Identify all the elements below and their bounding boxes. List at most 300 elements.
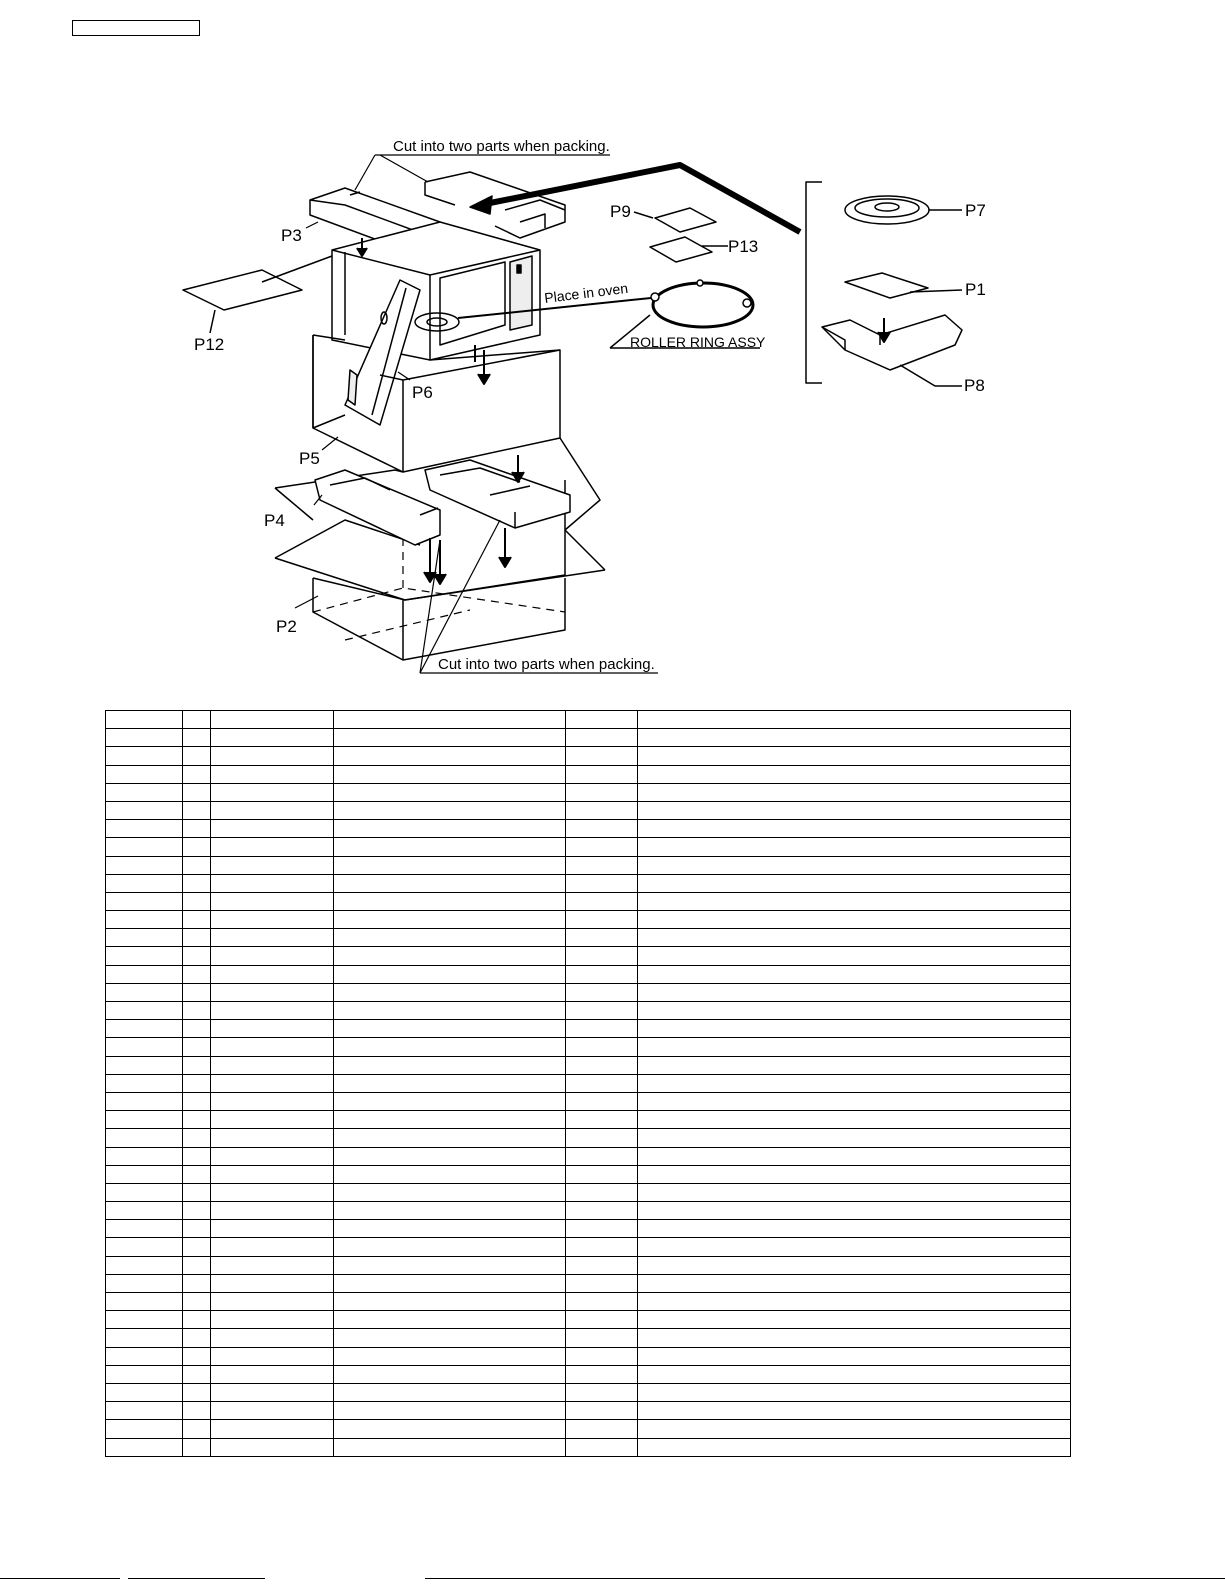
table-cell [334, 1020, 566, 1038]
table-cell [334, 747, 566, 765]
table-row [106, 1038, 1071, 1056]
table-row [106, 929, 1071, 947]
table-cell [334, 1165, 566, 1183]
table-cell [566, 1220, 638, 1238]
table-cell [566, 965, 638, 983]
table-row [106, 983, 1071, 1001]
table-cell [106, 1238, 183, 1256]
table-cell [638, 820, 1071, 838]
table-cell [211, 1438, 334, 1456]
table-cell [334, 1129, 566, 1147]
table-cell [566, 947, 638, 965]
table-cell [183, 947, 211, 965]
table-cell [566, 1129, 638, 1147]
table-cell [638, 765, 1071, 783]
table-cell [638, 965, 1071, 983]
table-row [106, 1002, 1071, 1020]
table-row [106, 1220, 1071, 1238]
sheet-p12 [183, 270, 302, 310]
label-roller-ring: ROLLER RING ASSY [630, 334, 766, 350]
table-row [106, 838, 1071, 856]
table-cell [638, 729, 1071, 747]
table-cell [334, 1365, 566, 1383]
table-cell [334, 1002, 566, 1020]
table-cell [183, 929, 211, 947]
table-cell [211, 1129, 334, 1147]
label-p7: P7 [965, 201, 986, 220]
table-cell [183, 1402, 211, 1420]
table-cell [638, 1092, 1071, 1110]
label-cut-top: Cut into two parts when packing. [393, 138, 610, 155]
table-row [106, 1274, 1071, 1292]
table-cell [211, 1238, 334, 1256]
table-cell [566, 892, 638, 910]
sheet-p13 [650, 237, 712, 262]
table-cell [566, 1311, 638, 1329]
table-cell [334, 929, 566, 947]
label-p8: P8 [964, 376, 985, 395]
table-row [106, 1402, 1071, 1420]
table-cell [638, 1183, 1071, 1201]
table-row [106, 1420, 1071, 1438]
table-cell [183, 747, 211, 765]
table-cell [211, 729, 334, 747]
table-cell [334, 1438, 566, 1456]
table-row [106, 892, 1071, 910]
table-cell [211, 1329, 334, 1347]
table-cell [566, 929, 638, 947]
table-cell [334, 1293, 566, 1311]
table-cell [183, 1020, 211, 1038]
label-p4: P4 [264, 511, 285, 530]
table-cell [566, 1383, 638, 1401]
table-row [106, 1238, 1071, 1256]
table-cell [638, 1438, 1071, 1456]
table-cell [106, 1092, 183, 1110]
label-cut-bottom: Cut into two parts when packing. [438, 656, 655, 673]
oven-body [332, 222, 540, 360]
table-cell [183, 838, 211, 856]
table-cell [566, 1347, 638, 1365]
table-cell [183, 1111, 211, 1129]
bottom-cushions-p4 [315, 460, 570, 545]
table-cell [334, 820, 566, 838]
table-cell [183, 1165, 211, 1183]
table-cell [211, 1020, 334, 1038]
table-cell [106, 1311, 183, 1329]
table-cell [334, 711, 566, 729]
table-cell [106, 1165, 183, 1183]
table-cell [211, 947, 334, 965]
table-cell [566, 1111, 638, 1129]
table-cell [566, 911, 638, 929]
table-cell [211, 1092, 334, 1110]
table-cell [211, 1347, 334, 1365]
tray-p8 [822, 315, 962, 386]
table-cell [566, 1038, 638, 1056]
table-cell [183, 729, 211, 747]
label-p13: P13 [728, 237, 759, 256]
table-cell [183, 1311, 211, 1329]
table-cell [566, 1056, 638, 1074]
table-cell [106, 1038, 183, 1056]
table-row [106, 1311, 1071, 1329]
table-row [106, 1256, 1071, 1274]
table-cell [638, 1002, 1071, 1020]
table-cell [638, 1311, 1071, 1329]
table-cell [211, 1002, 334, 1020]
table-cell [638, 892, 1071, 910]
table-cell [566, 1147, 638, 1165]
table-cell [638, 929, 1071, 947]
table-cell [106, 1056, 183, 1074]
label-p6: P6 [412, 383, 433, 402]
table-cell [638, 711, 1071, 729]
table-cell [566, 783, 638, 801]
table-cell [211, 1383, 334, 1401]
table-cell [334, 983, 566, 1001]
table-cell [106, 1329, 183, 1347]
table-cell [638, 1293, 1071, 1311]
table-cell [183, 783, 211, 801]
label-p9: P9 [610, 202, 631, 221]
table-cell [211, 1074, 334, 1092]
table-cell [106, 1420, 183, 1438]
table-cell [106, 820, 183, 838]
table-cell [334, 1311, 566, 1329]
table-cell [106, 838, 183, 856]
table-cell [638, 874, 1071, 892]
table-cell [211, 983, 334, 1001]
table-cell [211, 711, 334, 729]
table-cell [566, 765, 638, 783]
table-cell [638, 747, 1071, 765]
table-cell [211, 1293, 334, 1311]
table-cell [211, 892, 334, 910]
table-cell [106, 1274, 183, 1292]
table-cell [566, 1092, 638, 1110]
table-cell [334, 1420, 566, 1438]
table-cell [334, 838, 566, 856]
table-row [106, 1347, 1071, 1365]
table-cell [183, 1002, 211, 1020]
table-cell [211, 783, 334, 801]
table-cell [638, 783, 1071, 801]
table-row [106, 1293, 1071, 1311]
table-cell [106, 1383, 183, 1401]
table-cell [334, 1147, 566, 1165]
table-cell [566, 838, 638, 856]
table-cell [211, 911, 334, 929]
table-cell [566, 1365, 638, 1383]
table-cell [211, 1420, 334, 1438]
table-row [106, 801, 1071, 819]
table-cell [211, 801, 334, 819]
table-cell [566, 1256, 638, 1274]
table-cell [183, 892, 211, 910]
table-cell [334, 765, 566, 783]
table-row [106, 711, 1071, 729]
table-cell [183, 1038, 211, 1056]
table-cell [566, 1074, 638, 1092]
table-row [106, 765, 1071, 783]
table-cell [183, 1147, 211, 1165]
table-cell [334, 1383, 566, 1401]
table-cell [106, 1183, 183, 1201]
table-cell [211, 1220, 334, 1238]
table-row [106, 783, 1071, 801]
table-cell [334, 874, 566, 892]
table-cell [211, 1038, 334, 1056]
table-cell [211, 1311, 334, 1329]
table-cell [183, 983, 211, 1001]
table-cell [334, 1238, 566, 1256]
table-cell [211, 1256, 334, 1274]
table-cell [334, 1183, 566, 1201]
table-cell [211, 1274, 334, 1292]
table-cell [183, 874, 211, 892]
table-row [106, 1074, 1071, 1092]
table-cell [638, 1365, 1071, 1383]
table-cell [638, 1329, 1071, 1347]
table-cell [334, 911, 566, 929]
table-row [106, 820, 1071, 838]
packing-exploded-diagram [0, 0, 1225, 700]
table-row [106, 729, 1071, 747]
table-cell [638, 947, 1071, 965]
table-cell [211, 1365, 334, 1383]
table-cell [183, 1329, 211, 1347]
table-cell [638, 838, 1071, 856]
table-row [106, 1165, 1071, 1183]
table-cell [638, 1238, 1071, 1256]
table-cell [183, 1438, 211, 1456]
table-cell [334, 1038, 566, 1056]
table-row [106, 1202, 1071, 1220]
table-cell [106, 765, 183, 783]
table-cell [566, 1002, 638, 1020]
table-cell [334, 856, 566, 874]
table-cell [638, 1202, 1071, 1220]
table-cell [566, 747, 638, 765]
table-cell [183, 1220, 211, 1238]
table-cell [211, 1147, 334, 1165]
table-cell [183, 1129, 211, 1147]
table-row [106, 947, 1071, 965]
table-row [106, 1183, 1071, 1201]
table-cell [638, 1020, 1071, 1038]
table-cell [638, 1420, 1071, 1438]
table-cell [183, 1238, 211, 1256]
table-cell [334, 783, 566, 801]
table-cell [566, 856, 638, 874]
table-cell [566, 1165, 638, 1183]
table-cell [638, 1256, 1071, 1274]
table-cell [566, 1183, 638, 1201]
table-cell [334, 1347, 566, 1365]
sheet-p1 [845, 273, 928, 298]
label-p3: P3 [281, 226, 302, 245]
table-cell [183, 1056, 211, 1074]
table-cell [106, 983, 183, 1001]
table-cell [183, 965, 211, 983]
table-row [106, 1329, 1071, 1347]
table-cell [183, 801, 211, 819]
table-cell [211, 874, 334, 892]
table-cell [638, 1038, 1071, 1056]
label-p1: P1 [965, 280, 986, 299]
footer-rule-right [425, 1578, 1225, 1579]
table-cell [334, 1402, 566, 1420]
table-cell [106, 911, 183, 929]
table-cell [334, 729, 566, 747]
table-cell [566, 1402, 638, 1420]
table-row [106, 1438, 1071, 1456]
table-cell [638, 1147, 1071, 1165]
table-cell [566, 1274, 638, 1292]
table-cell [211, 820, 334, 838]
table-row [106, 874, 1071, 892]
table-cell [183, 1383, 211, 1401]
table-cell [566, 1329, 638, 1347]
table-cell [211, 965, 334, 983]
table-cell [566, 1420, 638, 1438]
table-cell [106, 747, 183, 765]
table-cell [106, 1438, 183, 1456]
table-cell [106, 1002, 183, 1020]
table-cell [106, 1293, 183, 1311]
table-cell [106, 1220, 183, 1238]
table-row [106, 1111, 1071, 1129]
table-cell [638, 1129, 1071, 1147]
table-cell [106, 1202, 183, 1220]
table-cell [183, 1420, 211, 1438]
table-row [106, 1129, 1071, 1147]
table-cell [211, 1183, 334, 1201]
table-cell [106, 874, 183, 892]
table-cell [334, 1220, 566, 1238]
table-cell [334, 1274, 566, 1292]
table-cell [638, 1165, 1071, 1183]
label-p5: P5 [299, 449, 320, 468]
table-cell [334, 965, 566, 983]
table-cell [211, 765, 334, 783]
table-row [106, 1056, 1071, 1074]
table-cell [183, 1347, 211, 1365]
sheet-p9 [655, 208, 716, 232]
table-cell [106, 947, 183, 965]
table-cell [106, 711, 183, 729]
table-cell [106, 1020, 183, 1038]
table-cell [183, 1365, 211, 1383]
table-cell [106, 1256, 183, 1274]
table-cell [106, 783, 183, 801]
table-cell [211, 1402, 334, 1420]
table-row [106, 965, 1071, 983]
table-cell [106, 1365, 183, 1383]
table-cell [106, 965, 183, 983]
footer-rule-mid [128, 1578, 265, 1579]
table-cell [566, 874, 638, 892]
table-cell [638, 1056, 1071, 1074]
table-row [106, 1020, 1071, 1038]
table-cell [638, 1383, 1071, 1401]
table-cell [638, 911, 1071, 929]
table-cell [106, 892, 183, 910]
table-cell [566, 1438, 638, 1456]
table-cell [334, 892, 566, 910]
table-cell [106, 801, 183, 819]
table-cell [211, 1202, 334, 1220]
table-row [106, 1365, 1071, 1383]
table-cell [106, 1111, 183, 1129]
table-cell [106, 856, 183, 874]
table-cell [334, 1202, 566, 1220]
label-p2: P2 [276, 617, 297, 636]
table-row [106, 1147, 1071, 1165]
table-cell [638, 983, 1071, 1001]
table-cell [566, 983, 638, 1001]
table-cell [638, 1111, 1071, 1129]
table-cell [566, 1293, 638, 1311]
table-cell [106, 1402, 183, 1420]
table-cell [566, 1020, 638, 1038]
table-cell [638, 801, 1071, 819]
table-cell [566, 1202, 638, 1220]
table-row [106, 1383, 1071, 1401]
table-cell [183, 1274, 211, 1292]
table-cell [566, 711, 638, 729]
table-cell [183, 765, 211, 783]
table-row [106, 911, 1071, 929]
table-cell [211, 929, 334, 947]
table-cell [566, 729, 638, 747]
table-cell [334, 1092, 566, 1110]
table-cell [183, 711, 211, 729]
turntable-p7 [845, 196, 962, 224]
table-cell [334, 1056, 566, 1074]
table-cell [106, 1347, 183, 1365]
table-cell [183, 911, 211, 929]
table-cell [183, 1092, 211, 1110]
table-cell [334, 1256, 566, 1274]
parts-table [105, 710, 1071, 1457]
table-cell [211, 838, 334, 856]
table-cell [183, 1293, 211, 1311]
table-cell [183, 1183, 211, 1201]
table-row [106, 1092, 1071, 1110]
table-cell [638, 1274, 1071, 1292]
table-cell [106, 729, 183, 747]
table-cell [638, 1402, 1071, 1420]
table-cell [211, 747, 334, 765]
table-cell [106, 1147, 183, 1165]
table-cell [183, 1202, 211, 1220]
table-cell [638, 1347, 1071, 1365]
table-cell [566, 1238, 638, 1256]
table-cell [334, 1111, 566, 1129]
label-place-in-oven: Place in oven [543, 279, 629, 306]
table-cell [211, 856, 334, 874]
footer-rule-left [0, 1578, 120, 1579]
table-cell [638, 856, 1071, 874]
table-cell [183, 1256, 211, 1274]
table-cell [211, 1165, 334, 1183]
table-row [106, 856, 1071, 874]
table-cell [183, 820, 211, 838]
table-cell [211, 1111, 334, 1129]
table-cell [566, 801, 638, 819]
